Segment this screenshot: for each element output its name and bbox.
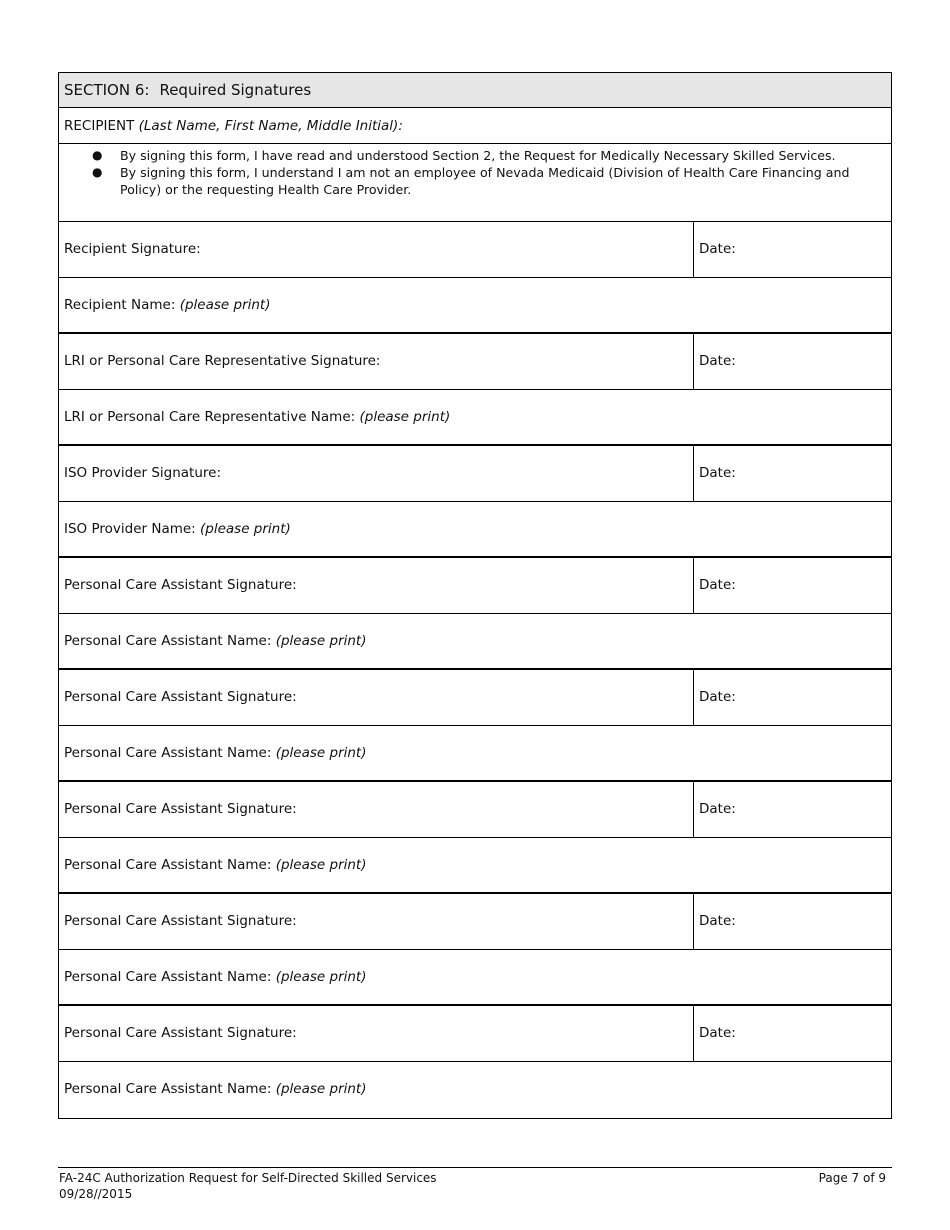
printed-name-label: Personal Care Assistant Name: <box>64 745 272 761</box>
printed-name-label: Personal Care Assistant Name: <box>64 1081 272 1097</box>
section-title: Required Signatures <box>159 81 312 99</box>
bullet-icon: ● <box>92 148 103 162</box>
signature-row <box>59 1006 891 1062</box>
acknowledgement-list <box>59 144 891 222</box>
printed-name-field[interactable] <box>59 726 891 782</box>
printed-name-field[interactable] <box>59 614 891 670</box>
date-label: Date: <box>699 689 736 705</box>
signature-row <box>59 894 891 950</box>
print-hint: (please print) <box>179 297 271 313</box>
signature-field[interactable] <box>59 222 694 277</box>
signature-field[interactable] <box>59 446 694 501</box>
signature-row <box>59 670 891 726</box>
signature-label: Personal Care Assistant Signature: <box>64 689 297 705</box>
signature-row <box>59 334 891 390</box>
date-field[interactable] <box>694 670 891 725</box>
date-field[interactable] <box>694 334 891 389</box>
recipient-field[interactable] <box>59 108 891 144</box>
date-label: Date: <box>699 353 736 369</box>
signature-row <box>59 446 891 502</box>
date-field[interactable] <box>694 1006 891 1061</box>
date-field[interactable] <box>694 558 891 613</box>
printed-name-label: LRI or Personal Care Representative Name: <box>64 409 356 425</box>
signature-form <box>58 72 892 1119</box>
signature-field[interactable] <box>59 782 694 837</box>
printed-name-field[interactable] <box>59 278 891 334</box>
signature-field[interactable] <box>59 334 694 389</box>
date-field[interactable] <box>694 222 891 277</box>
signature-label: ISO Provider Signature: <box>64 465 222 481</box>
printed-name-label: Recipient Name: <box>64 297 176 313</box>
footer-form-title: FA-24C Authorization Request for Self-Directed Skilled Services <box>59 1171 437 1185</box>
section-header <box>59 73 891 108</box>
signature-label: LRI or Personal Care Representative Signature: <box>64 353 381 369</box>
print-hint: (please print) <box>275 969 367 985</box>
date-label: Date: <box>699 241 736 257</box>
date-label: Date: <box>699 465 736 481</box>
date-field[interactable] <box>694 446 891 501</box>
footer-date: 09/28//2015 <box>59 1187 133 1201</box>
bullet-icon: ● <box>92 165 103 179</box>
printed-name-field[interactable] <box>59 502 891 558</box>
date-label: Date: <box>699 913 736 929</box>
signature-row <box>59 222 891 278</box>
signature-field[interactable] <box>59 894 694 949</box>
recipient-hint: (Last Name, First Name, Middle Initial): <box>138 118 403 134</box>
printed-name-field[interactable] <box>59 390 891 446</box>
print-hint: (please print) <box>275 857 367 873</box>
print-hint: (please print) <box>275 745 367 761</box>
signature-field[interactable] <box>59 558 694 613</box>
acknowledgement-item: ● By signing this form, I understand I am not an employee of Nevada Medicaid (Division of Health Care Financing and Policy) or the requesting Health Care Provider. <box>92 165 850 197</box>
printed-name-label: Personal Care Assistant Name: <box>64 857 272 873</box>
printed-name-field[interactable] <box>59 950 891 1006</box>
signature-label: Recipient Signature: <box>64 241 201 257</box>
date-label: Date: <box>699 801 736 817</box>
print-hint: (please print) <box>200 521 291 537</box>
printed-name-field[interactable] <box>59 1062 891 1118</box>
printed-name-label: ISO Provider Name: <box>64 521 196 537</box>
signature-field[interactable] <box>59 1006 694 1061</box>
signature-label: Personal Care Assistant Signature: <box>64 801 297 817</box>
signature-label: Personal Care Assistant Signature: <box>64 1025 297 1041</box>
acknowledgement-item: ● By signing this form, I have read and understood Section 2, the Request for Medically Necessary Skilled Services. <box>92 148 836 163</box>
date-field[interactable] <box>694 894 891 949</box>
printed-name-label: Personal Care Assistant Name: <box>64 633 272 649</box>
print-hint: (please print) <box>275 1081 367 1097</box>
date-field[interactable] <box>694 782 891 837</box>
page-number: Page 7 of 9 <box>818 1171 886 1185</box>
print-hint: (please print) <box>275 633 367 649</box>
signature-row <box>59 782 891 838</box>
section-number: SECTION 6: <box>64 81 150 99</box>
recipient-label: RECIPIENT <box>64 118 135 134</box>
date-label: Date: <box>699 1025 736 1041</box>
signature-label: Personal Care Assistant Signature: <box>64 913 297 929</box>
signature-field[interactable] <box>59 670 694 725</box>
print-hint: (please print) <box>359 409 451 425</box>
printed-name-field[interactable] <box>59 838 891 894</box>
date-label: Date: <box>699 577 736 593</box>
signature-row <box>59 558 891 614</box>
page-footer <box>58 1167 892 1201</box>
printed-name-label: Personal Care Assistant Name: <box>64 969 272 985</box>
signature-label: Personal Care Assistant Signature: <box>64 577 297 593</box>
